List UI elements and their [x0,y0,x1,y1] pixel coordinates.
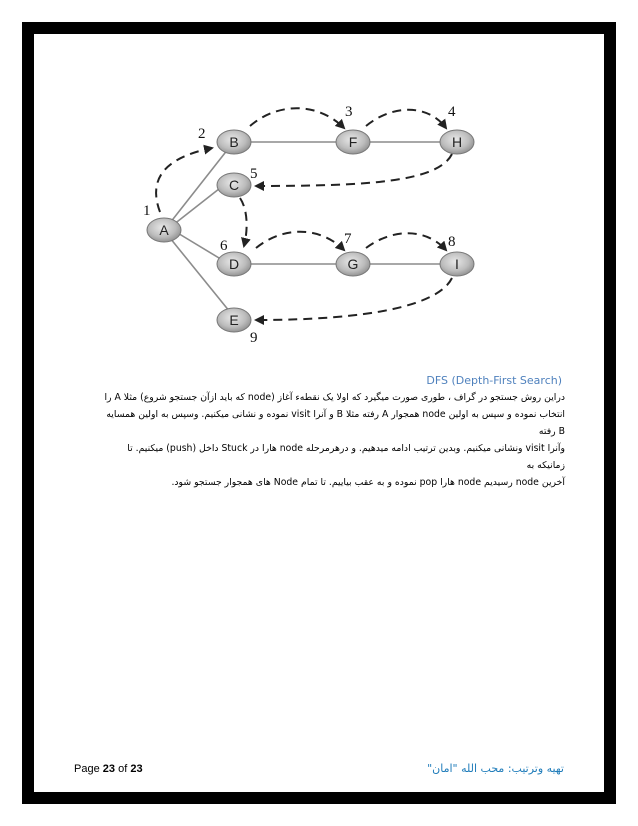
step-number-5: 5 [250,166,258,182]
step-number-9: 9 [250,330,258,346]
paragraph-line-1: دراین روش جستجو در گراف ، طوری صورت میگیرد که اولا یک نقطهء آغاز (node که باید ازآن جستجو شروع) مثلا A را [104,392,565,403]
node-e [217,308,251,332]
traversal-arrow-g-i [366,233,446,250]
paragraph-line-2: انتخاب نموده و سپس به اولین node همجوار A رفته مثلا B و آنرا visit نموده و نشانی میکنیم. وسپس به اولین همسایه B رفته [106,409,565,437]
page-total: 23 [130,763,143,775]
paragraph-line-3: وآنرا visit ونشانی میکنیم. وبدین ترتیب ادامه میدهیم. و درهرمرحله node هارا در Stuck داخل (push) میکنیم. تا زمانیکه به [127,443,565,471]
step-number-7: 7 [344,231,352,247]
step-number-6: 6 [220,238,228,254]
step-number-3: 3 [345,104,353,120]
node-f [336,130,370,154]
step-numbers [143,104,456,346]
traversal-arrow-d-g [256,232,344,250]
page-number [74,763,143,775]
node-i-label: I [455,256,459,272]
edge-a-c [173,185,224,225]
description-paragraph [100,389,565,491]
node-g-label: G [347,256,359,272]
node-g [336,252,370,276]
node-a-label: A [159,222,169,238]
node-a [147,218,181,242]
node-c [217,173,251,197]
node-h [440,130,474,154]
page-word: Page [74,763,100,775]
author-credit: تهیه وترتیب: محب الله "امان" [427,762,564,775]
node-b-label: B [229,134,239,150]
node-h-label: H [451,134,463,150]
step-number-4: 4 [448,104,456,120]
node-i [440,252,474,276]
graph-nodes [147,130,474,332]
page-current: 23 [102,763,116,775]
traversal-arrow-b-f [250,108,344,128]
traversal-arrow-i-e [256,278,452,320]
figure-caption: DFS (Depth-First Search) [426,374,562,387]
traversal-arrow-f-h [366,110,446,128]
traversal-arrow-h-c [256,154,452,186]
graph-edges [166,142,442,312]
step-number-8: 8 [448,234,456,250]
node-d-label: D [228,256,240,272]
node-c-label: C [228,177,240,193]
step-number-2: 2 [198,126,206,142]
node-e-label: E [229,312,239,328]
edge-a-d [176,232,224,261]
dfs-graph-figure [108,80,562,365]
node-b [217,130,251,154]
traversal-arrow-c-d [240,198,247,246]
node-f-label: F [348,134,358,150]
page-of: of [118,763,128,775]
paragraph-line-4: آخرین node رسیدیم node هارا pop نموده و به عقب بیاییم. تا تمام Node های همجوار جستجو شود. [171,477,565,488]
step-number-1: 1 [143,203,151,219]
dfs-graph-svg [108,80,562,365]
node-d [217,252,251,276]
